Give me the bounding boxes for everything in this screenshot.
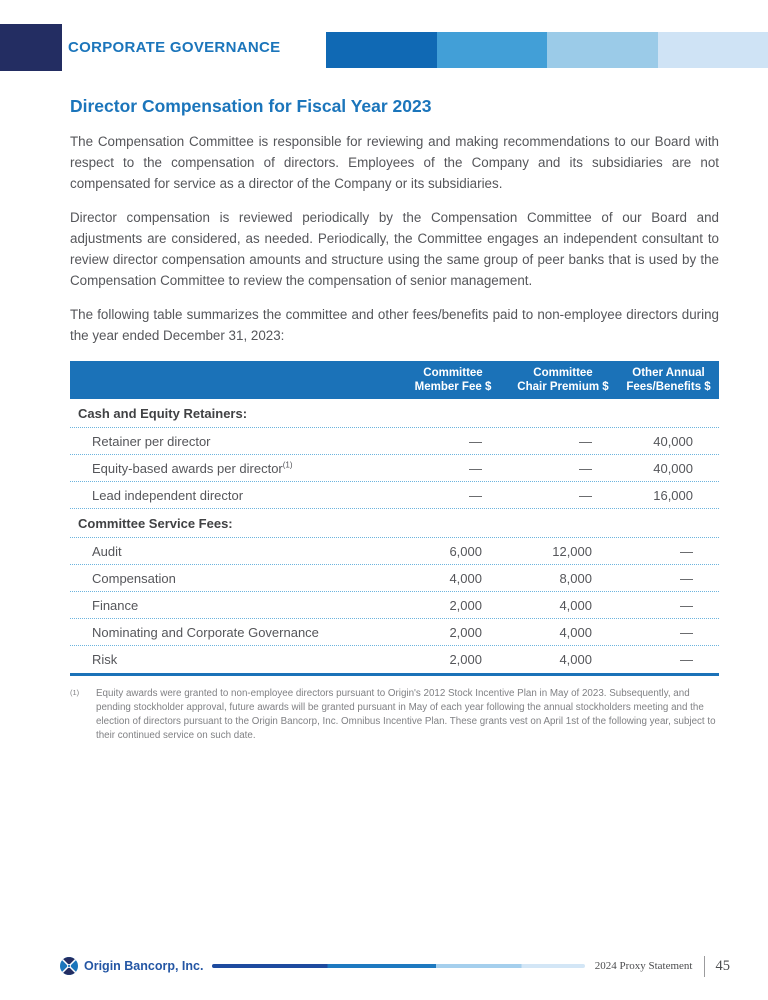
member-fee-value: 2,000 — [449, 652, 482, 667]
section-label: Committee Service Fees: — [78, 515, 233, 531]
other-fees-value: — — [680, 543, 693, 559]
member-fee-value: — — [469, 433, 482, 449]
banner-segment-2 — [437, 32, 548, 68]
row-label-text: Compensation — [92, 570, 176, 586]
other-fees-value: 16,000 — [653, 487, 693, 503]
table-section-row — [70, 509, 719, 538]
document-name: 2024 Proxy Statement — [594, 960, 693, 972]
member-fee-value: 2,000 — [449, 597, 482, 613]
chair-premium-value: — — [579, 487, 592, 503]
col-header-line: Committee — [423, 367, 483, 379]
paragraph-3: The following table summarizes the committee and other fees/benefits paid to non-employee directors during the year ended December 31, 2023: — [70, 307, 719, 343]
chair-premium-value: 12,000 — [552, 543, 592, 559]
other-fees-value: — — [680, 597, 693, 613]
page-title: Director Compensation for Fiscal Year 2023 — [70, 96, 432, 116]
member-fee-value: 6,000 — [449, 543, 482, 559]
row-label — [70, 461, 398, 476]
row-label — [70, 598, 398, 613]
banner-gradient-bar — [326, 32, 768, 68]
banner-segment-3 — [547, 32, 658, 68]
table-section-row — [70, 399, 719, 428]
member-fee-value: 4,000 — [449, 570, 482, 586]
chair-premium-value: 4,000 — [559, 652, 592, 667]
paragraph-2: Director compensation is reviewed periodically by the Compensation Committee of our Board and adjustments are considered, as needed. Periodically, the Committee engages an independent consultant to review director compensation amounts and structure using the same group of peer banks that is used by the Compensation Committee to review the compensation of senior management. — [70, 210, 719, 288]
row-label — [70, 571, 398, 586]
footnote — [70, 687, 719, 743]
chair-premium-value: 8,000 — [559, 570, 592, 586]
row-label — [70, 488, 398, 503]
col-header-line: Fees/Benefits $ — [626, 381, 711, 393]
other-fees-value: 40,000 — [653, 433, 693, 449]
banner-segment-1 — [326, 32, 437, 68]
footer-gradient-rule — [212, 964, 584, 968]
page-number: 45 — [715, 957, 730, 974]
col-header-line: Member Fee $ — [414, 381, 492, 393]
table-row — [70, 646, 719, 673]
other-fees-value: — — [680, 624, 693, 640]
chair-premium-value: — — [579, 460, 592, 476]
row-label-text: Retainer per director — [92, 433, 211, 449]
col-header-other-annual — [618, 366, 719, 394]
member-fee-value: 2,000 — [449, 624, 482, 640]
chair-premium-value: — — [579, 433, 592, 449]
top-banner — [0, 24, 768, 72]
footnote-marker: (1) — [70, 688, 80, 697]
row-label-text: Nominating and Corporate Governance — [92, 624, 319, 640]
row-label — [70, 625, 398, 640]
other-fees-value: 40,000 — [653, 460, 693, 476]
table-row — [70, 565, 719, 592]
footer-divider — [704, 956, 705, 977]
paragraph-1: The Compensation Committee is responsible for reviewing and making recommendations to our Board with respect to the compensation of directors. Employees of the Company and its subsidiaries are not compensated for service as a director of the Company or its subsidiaries. — [70, 134, 719, 191]
section-eyebrow: CORPORATE GOVERNANCE — [68, 39, 281, 56]
section-label: Cash and Equity Retainers: — [78, 405, 248, 421]
col-header-line: Chair Premium $ — [517, 381, 609, 393]
navy-accent-square — [0, 24, 62, 71]
row-label-text: Equity-based awards per director — [92, 460, 283, 476]
row-label-text: Risk — [92, 652, 118, 667]
row-label-text: Finance — [92, 597, 139, 613]
row-label — [70, 544, 398, 559]
content-area — [70, 96, 719, 743]
table-row — [70, 538, 719, 565]
director-fees-table — [70, 361, 719, 676]
other-fees-value: — — [680, 652, 693, 667]
origin-bancorp-logo-icon — [60, 957, 78, 975]
company-name: Origin Bancorp, Inc. — [84, 959, 204, 973]
member-fee-value: — — [469, 460, 482, 476]
col-header-chair-premium — [508, 366, 618, 394]
chair-premium-value: 4,000 — [559, 624, 592, 640]
table-row — [70, 482, 719, 509]
row-label-text: Lead independent director — [92, 487, 244, 503]
row-label — [70, 652, 398, 667]
page-footer — [60, 953, 730, 979]
col-header-line: Other Annual — [632, 367, 705, 379]
table-row — [70, 619, 719, 646]
footnote-reference: (1) — [282, 460, 293, 470]
table-header-row — [70, 361, 719, 399]
member-fee-value: — — [469, 487, 482, 503]
col-header-line: Committee — [533, 367, 593, 379]
footnote-text: Equity awards were granted to non-employee directors pursuant to Origin's 2012 Stock Incentive Plan in May of 2023. Subsequently, and pending stockholder approval, future awards will be granted pursuant in May of each year following the annual stockholders meeting and the election of directors pursuant to the Origin Bancorp, Inc. Omnibus Incentive Plan. These grants vest on April 1st of the following year, subject to their continued service on such date. — [96, 688, 716, 741]
col-header-member-fee — [398, 366, 508, 394]
table-row — [70, 428, 719, 455]
other-fees-value: — — [680, 570, 693, 586]
row-label-text: Audit — [92, 543, 122, 559]
table-row — [70, 592, 719, 619]
chair-premium-value: 4,000 — [559, 597, 592, 613]
banner-segment-4 — [658, 32, 768, 68]
row-label — [70, 434, 398, 449]
table-row — [70, 455, 719, 482]
